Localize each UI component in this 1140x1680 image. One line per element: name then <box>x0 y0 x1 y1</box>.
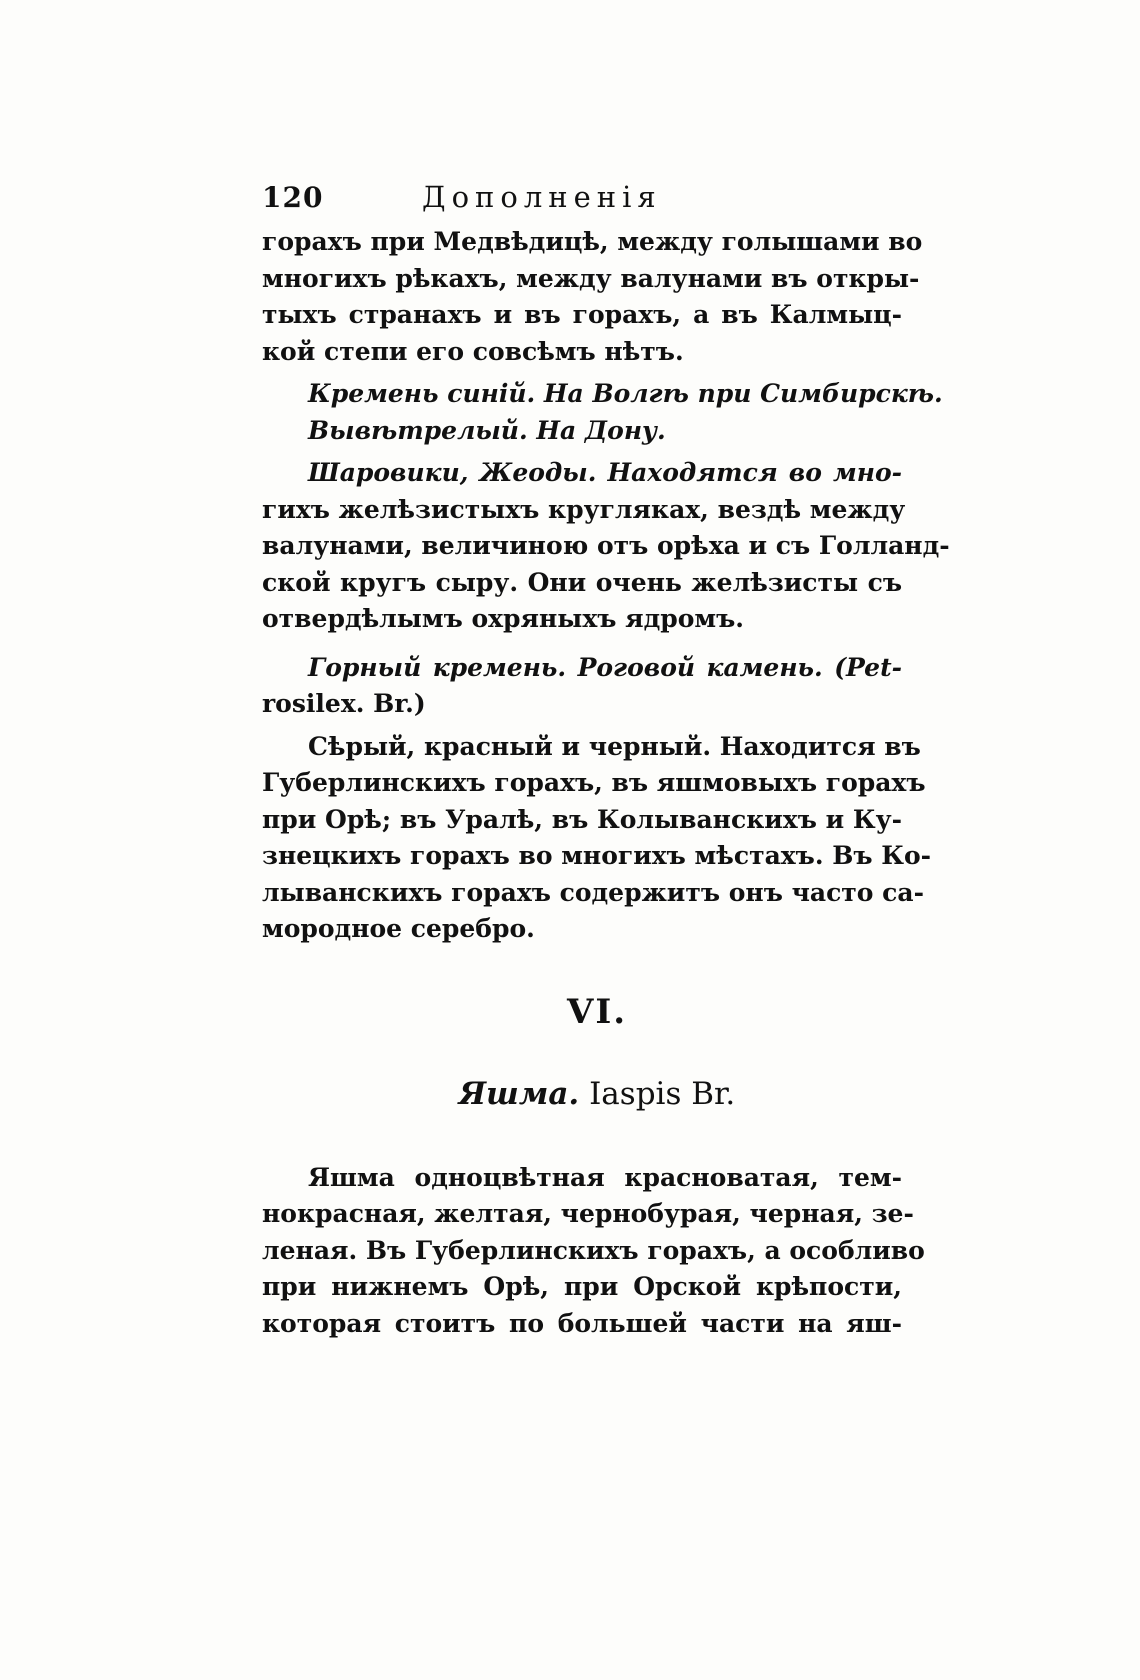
text-line: при нижнемъ Орѣ, при Орской крѣпости, <box>262 1272 902 1301</box>
text-line: которая стоитъ по большей части на яш- <box>262 1308 902 1338</box>
text-line: гихъ желѣзистыхъ кругляках, вездѣ между <box>262 494 906 524</box>
text-line: ской кругъ сыру. Они очень желѣзисты съ <box>262 567 902 597</box>
paragraph-geodes <box>262 455 950 638</box>
text-line: при Орѣ; въ Уралѣ, въ Колыванскихъ и Ку- <box>262 804 902 834</box>
page-number: 120 <box>262 181 324 214</box>
text-line: отвердѣлымъ охряныхъ ядромъ. <box>262 604 745 633</box>
running-head: Дополненія <box>422 180 662 214</box>
section-number: VI. <box>566 991 628 1032</box>
text-line: лыванскихъ горахъ содержитъ онъ часто са- <box>262 877 924 907</box>
section-title-latin: Iaspis Br. <box>589 1075 736 1112</box>
text-line: Горный кремень. Роговой камень. (Pet- <box>308 652 902 682</box>
entry-blue-flint: Кремень синій. На Волгѣ при Симбирскѣ. <box>308 379 943 408</box>
paragraph-colors <box>262 729 932 948</box>
page-header <box>262 180 902 224</box>
text-line: тыхъ странахъ и въ горахъ, а въ Калмыц- <box>262 300 902 329</box>
text-line: горахъ при Медвѣдицѣ, между голышами во <box>262 227 923 256</box>
entry-weathered: Вывѣтрелый. На Дону. <box>308 415 666 445</box>
text-line: rosilex. Br.) <box>262 689 426 718</box>
paragraph-continuation <box>262 224 923 370</box>
text-line: многихъ рѣкахъ, между валунами въ откры- <box>262 263 920 293</box>
text-line: знецкихъ горахъ во многихъ мѣстахъ. Въ Ко- <box>262 841 932 870</box>
section-title <box>262 1054 902 1134</box>
book-page <box>262 180 950 1342</box>
text-line: Шаровики, Жеоды. Находятся во мно- <box>308 458 902 487</box>
text-line: леная. Въ Губерлинскихъ горахъ, а особливо <box>262 1235 925 1265</box>
text-line: Губерлинскихъ горахъ, въ яшмовыхъ горахъ <box>262 768 926 797</box>
text-line: кой степи его совсѣмъ нѣтъ. <box>262 336 684 366</box>
text-line: Яшма одноцвѣтная красноватая, тем- <box>308 1162 902 1192</box>
paragraph-hornstone <box>262 650 902 723</box>
paragraph-jasper <box>262 1160 925 1343</box>
section-title-ru: Яшма. <box>458 1075 580 1112</box>
text-line: валунами, величиною отъ орѣха и съ Голланд- <box>262 531 950 560</box>
text-line: Сѣрый, красный и черный. Находится въ <box>308 731 921 761</box>
text-line: мородное серебро. <box>262 914 535 943</box>
text-line: нокрасная, желтая, чернобурая, черная, зе- <box>262 1199 914 1228</box>
